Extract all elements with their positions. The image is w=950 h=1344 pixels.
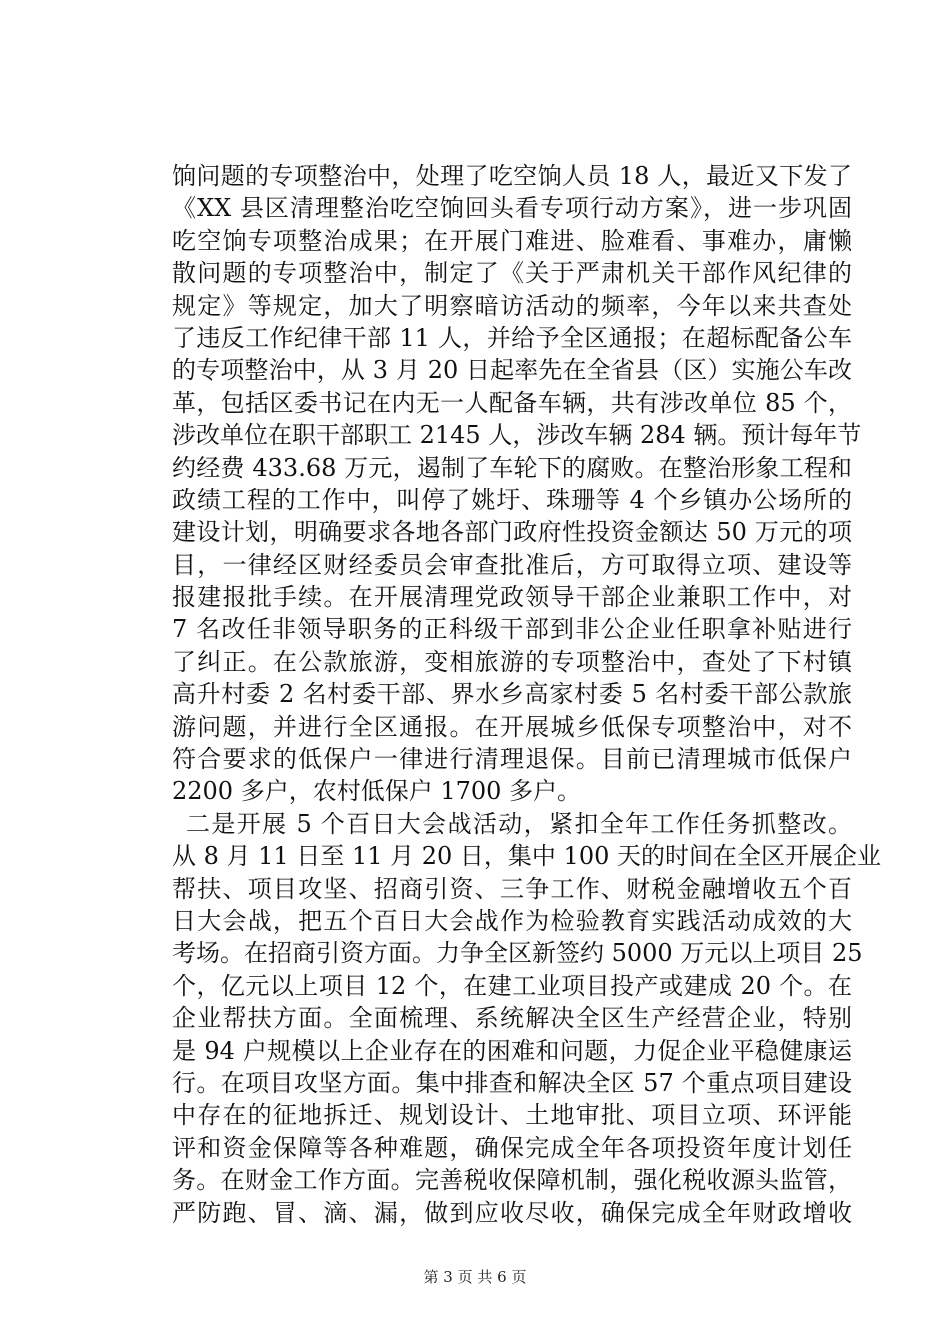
text-line: 的专项整治中，从 3 月 20 日起率先在全省县（区）实施公车改 (172, 356, 852, 385)
page-footer: 第 3 页 共 6 页 (423, 1268, 527, 1286)
text-line: 目，一律经区财经委员会审查批准后，方可取得立项、建设等 (172, 550, 852, 579)
text-line: 符合要求的低保户一律进行清理退保。目前已清理城市低保户 (172, 745, 852, 774)
text-line: 政绩工程的工作中，叫停了姚圩、珠珊等 4 个乡镇办公场所的 (172, 485, 852, 514)
text-line: 个，亿元以上项目 12 个，在建工业项目投产或建成 20 个。在 (172, 971, 852, 1000)
text-line: 严防跑、冒、滴、漏，做到应收尽收，确保完成全年财政增收 (172, 1198, 852, 1227)
text-line: 评和资金保障等各种难题，确保完成全年各项投资年度计划任 (172, 1133, 852, 1162)
text-line: 日大会战，把五个百日大会战作为检验教育实践活动成效的大 (172, 906, 852, 935)
text-line: 约经费 433.68 万元，遏制了车轮下的腐败。在整治形象工程和 (172, 453, 852, 482)
text-line: 企业帮扶方面。全面梳理、系统解决全区生产经营企业，特别 (172, 1004, 852, 1033)
text-line: 务。在财金工作方面。完善税收保障机制，强化税收源头监管， (172, 1166, 852, 1195)
text-line: 饷问题的专项整治中，处理了吃空饷人员 18 人，最近又下发了 (172, 162, 852, 190)
text-line: 规定》等规定，加大了明察暗访活动的频率，今年以来共查处 (172, 291, 852, 320)
text-line: 涉改单位在职干部职工 2145 人，涉改车辆 284 辆。预计每年节 (172, 421, 862, 450)
text-line: 帮扶、项目攻坚、招商引资、三争工作、财税金融增收五个百 (172, 874, 852, 903)
text-line: 了违反工作纪律干部 11 人，并给予全区通报；在超标配备公车 (172, 323, 852, 352)
text-line: 考场。在招商引资方面。力争全区新签约 5000 万元以上项目 25 (172, 939, 863, 968)
text-line: 革，包括区委书记在内无一人配备车辆，共有涉改单位 85 个， (172, 388, 852, 417)
text-line: 7 名改任非领导职务的正科级干部到非公企业任职拿补贴进行 (172, 615, 852, 644)
text-line: 报建报批手续。在开展清理党政领导干部企业兼职工作中，对 (172, 583, 852, 612)
text-line: 了纠正。在公款旅游，变相旅游的专项整治中，查处了下村镇 (172, 647, 852, 676)
text-line: 建设计划，明确要求各地各部门政府性投资金额达 50 万元的项 (172, 518, 852, 547)
text-line: 游问题，并进行全区通报。在开展城乡低保专项整治中，对不 (172, 712, 852, 741)
body-text (172, 160, 881, 1229)
text-line: 散问题的专项整治中，制定了《关于严肃机关干部作风纪律的 (172, 259, 852, 288)
text-line: 《XX 县区清理整治吃空饷回头看专项行动方案》，进一步巩固 (172, 194, 852, 223)
text-line: 中存在的征地拆迁、规划设计、土地审批、项目立项、环评能 (172, 1101, 852, 1130)
text-line: 二是开展 5 个百日大会战活动，紧扣全年工作任务抓整改。 (186, 809, 852, 838)
text-line: 行。在项目攻坚方面。集中排查和解决全区 57 个重点项目建设 (172, 1068, 852, 1097)
text-line: 是 94 户规模以上企业存在的困难和问题，力促企业平稳健康运 (172, 1036, 852, 1065)
text-line: 从 8 月 11 日至 11 月 20 日，集中 100 天的时间在全区开展企业 (172, 842, 881, 871)
text-line: 吃空饷专项整治成果；在开展门难进、脸难看、事难办，庸懒 (172, 226, 852, 255)
text-line: 高升村委 2 名村委干部、界水乡高家村委 5 名村委干部公款旅 (172, 680, 852, 709)
text-line: 2200 多户，农村低保户 1700 多户。 (172, 777, 582, 806)
